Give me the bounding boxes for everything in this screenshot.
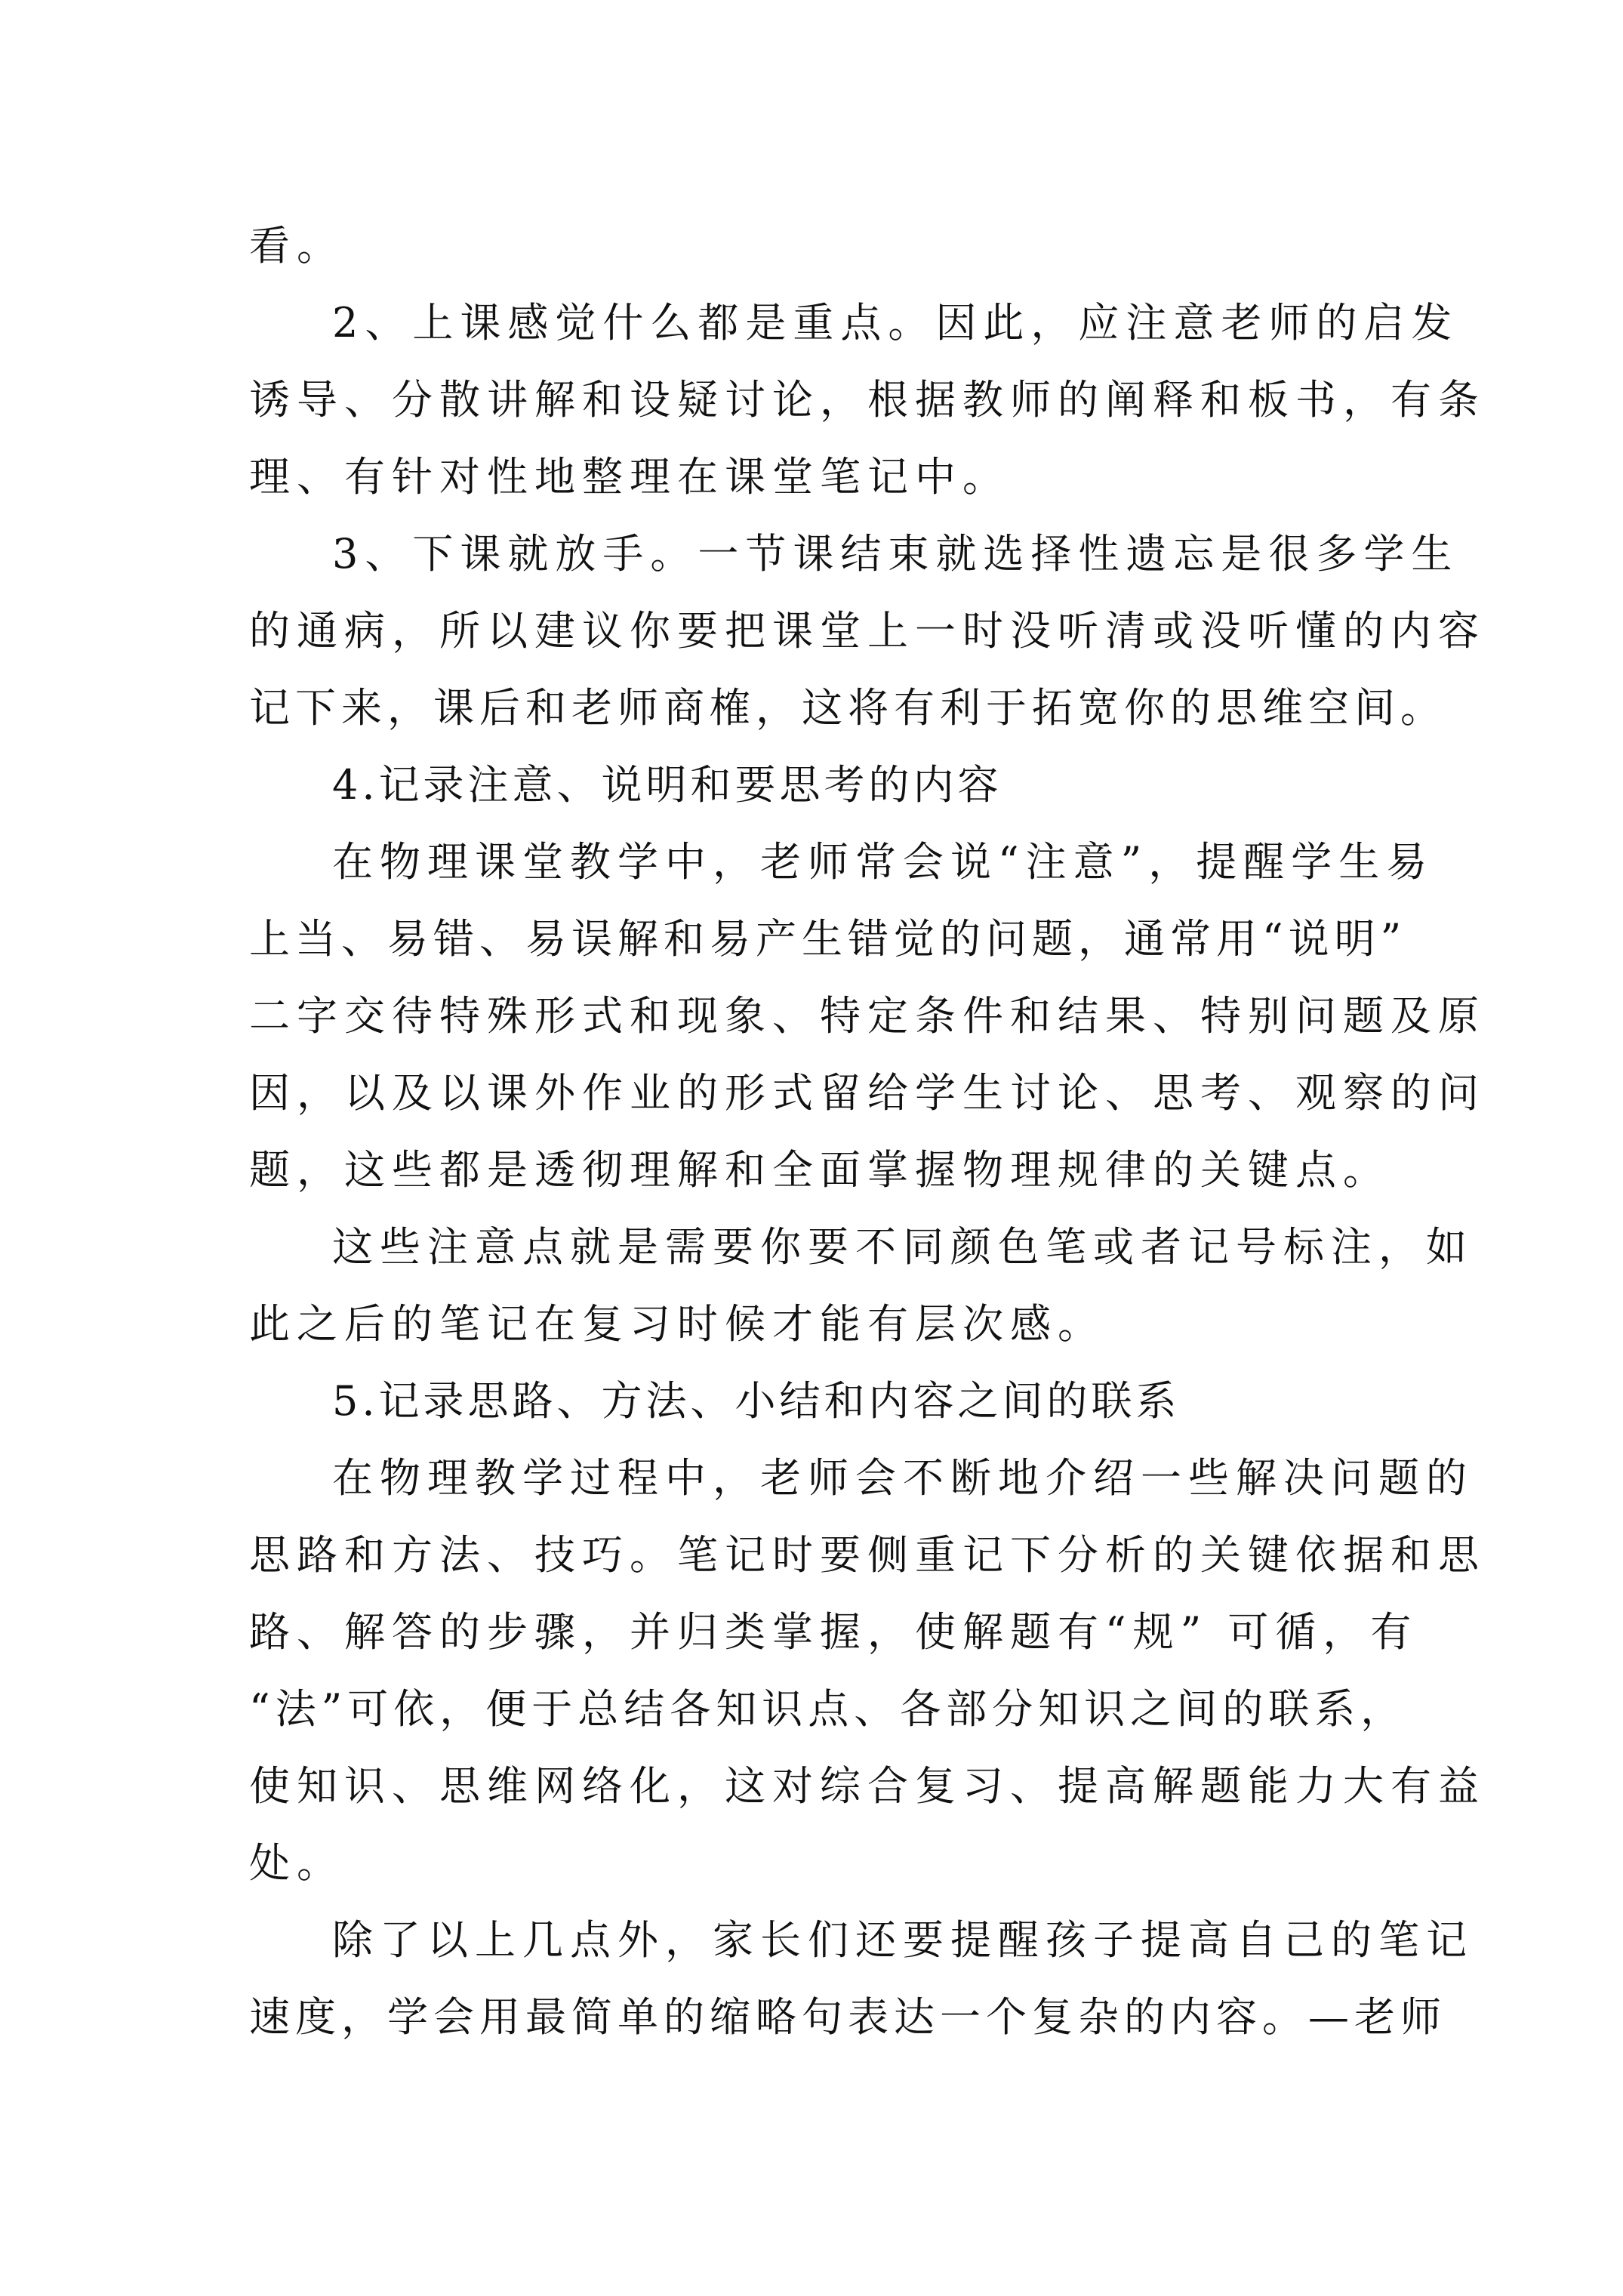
text-line: 2、上课感觉什么都是重点。因此，应注意老师的启发 [332, 299, 1459, 347]
text-line: 理、有针对性地整理在课堂笔记中。 [249, 453, 1010, 501]
text-line: 题，这些都是透彻理解和全面掌握物理规律的关键点。 [249, 1146, 1390, 1194]
text-line: 上当、易错、易误解和易产生错觉的问题，通常用“说明” [249, 915, 1407, 963]
text-line: 二字交待特殊形式和现象、特定条件和结果、特别问题及原 [249, 992, 1486, 1040]
section-heading: 5.记录思路、方法、小结和内容之间的联系 [332, 1377, 1181, 1425]
text-line: 除了以上几点外，家长们还要提醒孩子提高自己的笔记 [332, 1916, 1474, 1964]
text-line: 看。 [249, 222, 344, 270]
text-line: 此之后的笔记在复习时候才能有层次感。 [249, 1300, 1105, 1348]
text-line: 路、解答的步骤，并归类掌握，使解题有“规” 可循，有 [249, 1608, 1418, 1656]
text-line: 这些注意点就是需要你要不同颜色笔或者记号标注，如 [332, 1223, 1474, 1271]
text-line: 记下来，课后和老师商榷，这将有利于拓宽你的思维空间。 [249, 684, 1446, 732]
text-line: “法”可依，便于总结各知识点、各部分知识之间的联系， [249, 1685, 1407, 1733]
text-line: 处。 [249, 1839, 344, 1887]
text-line: 的通病，所以建议你要把课堂上一时没听清或没听懂的内容 [249, 607, 1486, 655]
text-line: 使知识、思维网络化，这对综合复习、提高解题能力大有益 [249, 1762, 1486, 1810]
text-line: 在物理课堂教学中，老师常会说“注意”，提醒学生易 [332, 838, 1434, 886]
text-line: 诱导、分散讲解和设疑讨论，根据教师的阐释和板书，有条 [249, 376, 1486, 424]
text-line: 3、下课就放手。一节课结束就选择性遗忘是很多学生 [332, 530, 1459, 578]
text-line: 在物理教学过程中，老师会不断地介绍一些解决问题的 [332, 1454, 1474, 1502]
text-line: 速度，学会用最简单的缩略句表达一个复杂的内容。—老师 [249, 1993, 1446, 2041]
text-line: 因，以及以课外作业的形式留给学生讨论、思考、观察的问 [249, 1069, 1486, 1117]
section-heading: 4.记录注意、说明和要思考的内容 [332, 761, 1002, 809]
text-line: 思路和方法、技巧。笔记时要侧重记下分析的关键依据和思 [249, 1531, 1486, 1579]
